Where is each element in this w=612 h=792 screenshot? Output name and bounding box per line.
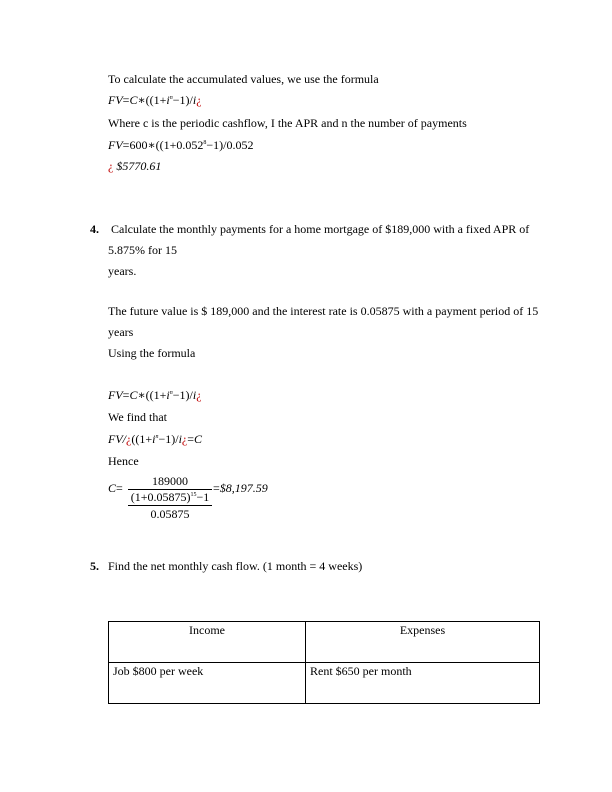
formula-fv: FV (108, 93, 123, 107)
question-5-number: 5. (90, 559, 99, 573)
q4-formula-mark: ¿ (196, 388, 202, 402)
calc-tail: −1)/0.052 (206, 138, 254, 152)
formula-mark: ¿ (196, 93, 202, 107)
question-4-number: 4. (90, 222, 99, 236)
table-header-row (109, 622, 540, 663)
c-result (213, 481, 268, 495)
question-4-line3: years. (108, 264, 137, 278)
solve-eq: = (187, 432, 195, 446)
c-result-value: $8,197.59 (219, 481, 268, 495)
solve-i2: i (178, 432, 182, 446)
fv-formula (108, 93, 202, 110)
solve-mark2: ¿ (181, 432, 188, 446)
q4-paragraph-line2: years (108, 325, 134, 339)
c-symbol: C (108, 481, 117, 495)
solve-mark1: ¿ (126, 432, 132, 446)
result-mark: ¿ (108, 159, 114, 173)
fv-result (108, 159, 161, 173)
result-value: $5770.61 (116, 159, 162, 173)
we-find-text: We find that (108, 410, 168, 424)
where-text: Where c is the periodic cashflow, I the APR and n the number of payments (108, 116, 467, 130)
c-equals: = (116, 481, 123, 495)
fraction-numerator: 189000 (152, 474, 188, 488)
fraction-denominator-bottom: 0.05875 (150, 507, 190, 521)
question-5-text: Find the net monthly cash flow. (1 month = 4 weeks) (108, 559, 363, 573)
cell-expense: Rent $650 per month (306, 663, 540, 704)
cash-flow-table (108, 621, 540, 704)
header-expenses: Expenses (306, 622, 540, 663)
formula-open: ((1+ (145, 93, 167, 107)
formula-i2: i (192, 93, 197, 107)
q4-formula-fv: FV (108, 388, 123, 402)
solve-slash: / (122, 432, 127, 446)
formula-c: C (129, 93, 138, 107)
formula-close: −1)/ (172, 93, 193, 107)
formula-star: ∗ (137, 93, 146, 107)
solve-open: ((1+ (131, 432, 153, 446)
c-result-eq: = (213, 481, 220, 495)
fv-calculation (108, 138, 253, 155)
cell-income: Job $800 per week (109, 663, 306, 704)
q4-formula-open: ∗((1+ (137, 388, 167, 402)
denom-exponent: 15 (190, 492, 197, 498)
question-4-line2: 5.875% for 15 (108, 243, 177, 257)
calc-fv: FV (108, 138, 123, 152)
q4-formula-exponent: n (169, 390, 173, 396)
intro-text: To calculate the accumulated values, we use the formula (108, 72, 379, 86)
solve-close: −1)/ (158, 432, 179, 446)
q4-formula-c: C (129, 388, 138, 402)
header-income: Income (109, 622, 306, 663)
solve-formula (108, 432, 202, 449)
q4-formula-i: i (166, 388, 170, 402)
solve-c: C (194, 432, 203, 446)
q4-formula-close: −1)/ (172, 388, 193, 402)
question-4-line1: Calculate the monthly payments for a home mortgage of $189,000 with a fixed APR of (111, 222, 530, 236)
q4-formula-i2: i (192, 388, 197, 402)
formula-i: i (166, 93, 170, 107)
calc-exponent: 8 (203, 140, 207, 146)
hence-text: Hence (108, 454, 139, 468)
denom-base: (1+0.05875) (130, 490, 191, 504)
denom-minus: −1 (196, 490, 210, 504)
q4-fv-formula (108, 388, 202, 405)
q4-paragraph-line1: The future value is $ 189,000 and the interest rate is 0.05875 with a payment period of 15 (108, 304, 539, 318)
formula-eq: = (122, 93, 130, 107)
formula-exponent: n (169, 95, 173, 101)
solve-exponent: n (155, 434, 159, 440)
calc-rhs: =600∗((1+0.052 (122, 138, 204, 152)
solve-i: i (152, 432, 156, 446)
using-formula-text: Using the formula (108, 346, 196, 360)
c-lhs (108, 481, 123, 495)
table-row (109, 663, 540, 704)
inner-fraction-bar (128, 505, 212, 506)
q4-formula-eq: = (122, 388, 130, 402)
solve-fv: FV (108, 432, 123, 446)
